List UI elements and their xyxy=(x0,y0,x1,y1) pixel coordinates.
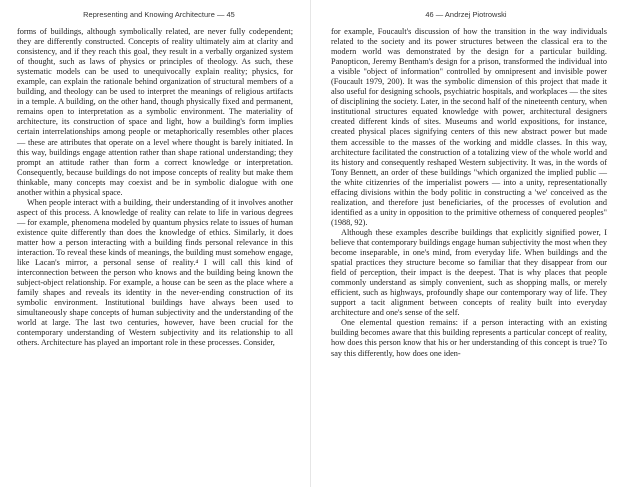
right-page xyxy=(331,0,607,487)
left-page xyxy=(17,0,293,487)
running-head-left: Representing and Knowing Architecture — 45 xyxy=(83,10,235,19)
right-page-body xyxy=(331,27,607,359)
paragraph: Although these examples describe buildings that explicitly signified power, I believe that contemporary buildings engage human subjectivity the most when they become inseparable, in one's mind, from everyday life. When buildings and the spatial practices they structure become so familiar that they disappear from our field of perception, their impact is the deepest. That is why places that people commonly understand as simply convenient, such as shopping malls, or merely efficient, such as highways, profoundly shape our contemporary way of life. They support a tacit alignment between concepts of reality built into everyday architecture and one's sense of the self. xyxy=(331,227,607,318)
paragraph: for example, Foucault's discussion of how the transition in the way individuals related to the society and its power structures between the classical era to the modern world was demonstrated by the design for a particular building. Panopticon, Jeremy Bentham's design for a prison, transformed the individual into a visible "object of information" controlled by omnipresent and invisible power (Foucault 1979, 200). It was the symbolic dimension of this project that made it also useful for designing schools, psychiatric hospitals, and workplaces — the sites of disciplining the society. Later, in the second half of the nineteenth century, when institutional structures equated knowledge with power, architectural designers created different kinds of sites. Museums and world expositions, for instance, created physical places signifying centers of this new abstract power but made them accessible to the masses of the working and middle classes. In this way, architecture facilitated the construction of a totalizing view of the whole world and its history and consequently reshaped Western subjectivity. It was, in the words of Tony Bennett, an order of these buildings "which organized the implied public — the white citizenries of the imperialist powers — into a unity, representationally effacing divisions within the body politic in constructing a 'we' conceived as the realization, and therefore just beneficiaries, of the processes of evolution and identified as a unity in opposition to the primitive otherness of conquered peoples" (1988, 92). xyxy=(331,27,607,227)
paragraph: When people interact with a building, their understanding of it involves another aspect of this process. A knowledge of reality can relate to life in various degrees — for example, phenomena modeled by quantum physics relate to issues of human existence quite differently than does the knowledge of ethics. Similarly, it does matter how a person interacting with a building finds personal relevance in this interaction. To reveal these kinds of meanings, the building must somehow engage, like Lacan's mirror, a personal sense of reality.⁴ I will call this kind of interconnection between the person who knows and the building being known the subject-object relationship. For example, a house can be seen as the place where a family shapes and reveals its identity in the never-ending construction of its symbolic environment. Institutional buildings have always been used to simultaneously shape concepts of human subjectivity and the understanding of the world at large. The last two centuries, however, have been crucial for the contemporary understanding of Western subjectivity and its relationship to all others. Architecture has played an important role in these processes. Consider, xyxy=(17,197,293,348)
paragraph: One elemental question remains: if a person interacting with an existing building becomes aware that this building represents a particular concept of reality, how does this person know that his or her understanding of this concept is true? To say this differently, how does one iden- xyxy=(331,318,607,358)
paragraph: forms of buildings, although symbolically related, are never fully codependent; they are differently constructed. Concepts of reality ultimately aim at clarity and consistency, and if they reach this goal, they result in a verbally organized system of thought, such as laws of physics or principles of theology. As such, these systematic models can be used to unequivocally explain reality; physics, for example, can explain the rationale behind organization of structural members of a building, and theology can be used to interpret the meanings of religious artifacts in a temple. A building, on the other hand, though physically fixed and permanent, remains open to interpretation as a symbolic environment. The materiality of architecture, its construction of space and light, how a building's form implies certain interrelationships among people or metaphorically resembles other places — these are attributes that operate on a level where thought is barely initiated. In this way, buildings engage attention rather than shape rational understanding; they prompt an attitude rather than form a correct knowledge or interpretation. Consequently, because buildings do not impose concepts of reality but make them thinkable, many concepts may coexist and be in symbolic dialogue with one another within a physical space. xyxy=(17,27,293,197)
gutter-divider xyxy=(310,0,311,487)
running-head-right: 46 — Andrzej Piotrowski xyxy=(425,10,507,19)
left-page-body xyxy=(17,27,293,349)
